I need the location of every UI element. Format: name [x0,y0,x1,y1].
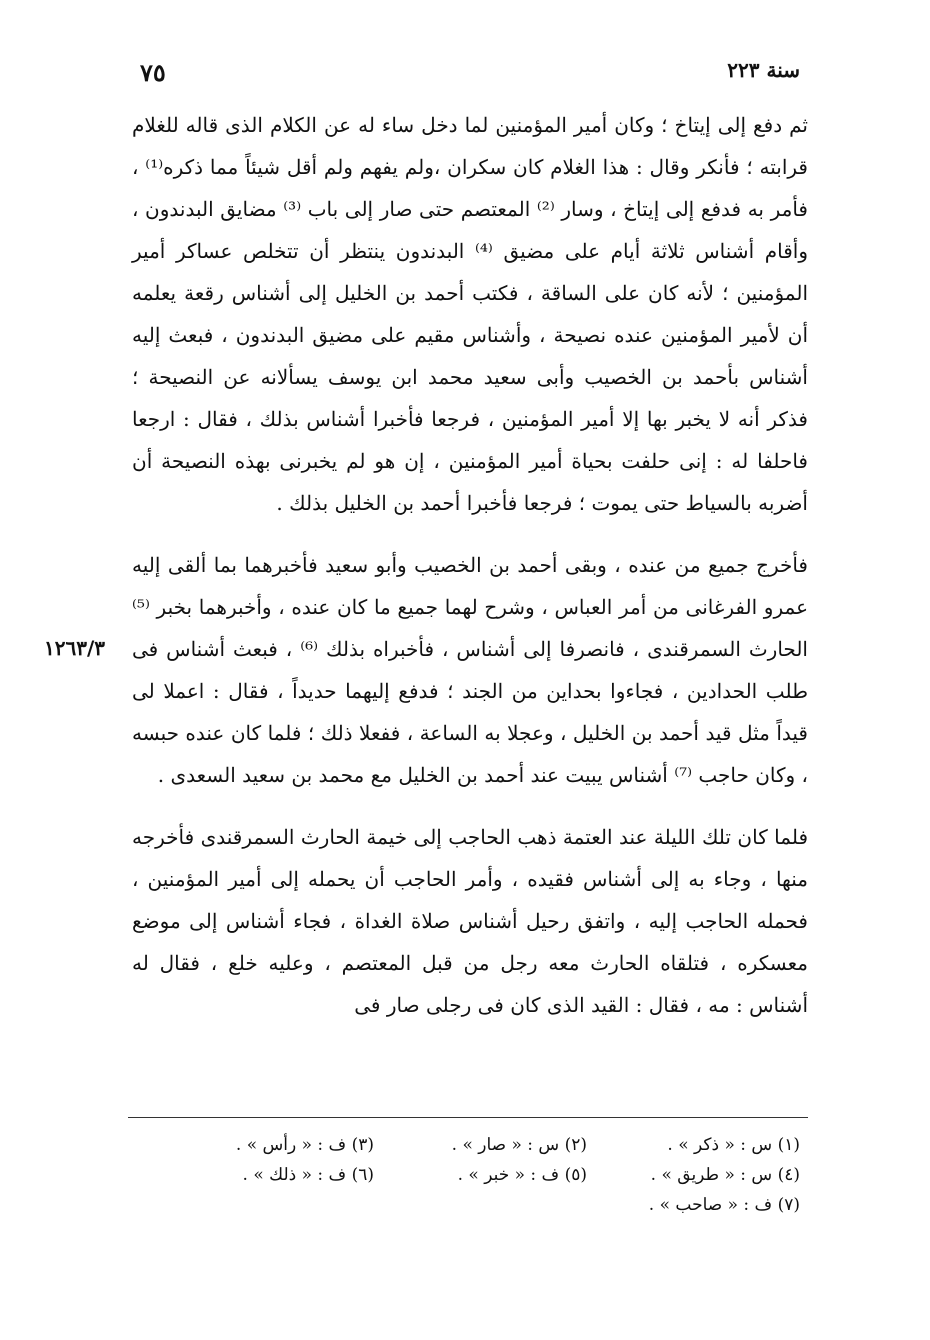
footnote-divider [128,1117,808,1118]
footnote-row [160,1160,800,1190]
footnote-5: (٥) ف : « خبر » . [457,1165,587,1185]
footnote-row [160,1130,800,1160]
margin-reference: ١٢٦٣/٣ [44,636,106,660]
footnote-7: (٧) ف : « صاحب » . [648,1195,800,1215]
main-text [132,104,808,1026]
footnote-4: (٤) س : « طريق » . [650,1165,800,1185]
footnote-row [160,1190,800,1220]
footnote-3: (٣) ف : « رأس » . [235,1135,374,1155]
footnote-1: (١) س : « ذكر » . [667,1135,800,1155]
footnote-2: (٢) س : « صار » . [451,1135,587,1155]
paragraph-2: فأخرج جميع من عنده ، وبقى أحمد بن الخصيب وأبو سعيد فأخبرهما بما ألقى إليه عمرو الفرغانى من أمر العباس ، وشرح لهما جميع ما كان عنده ، وأخبرهما بخبر ⁽⁵⁾ الحارث السمرقندى ، فانصرفا إلى أشناس ، فأخبراه بذلك ⁽⁶⁾ ، فبعث أشناس فى طلب الحدادين ، فجاءوا بحداين من الجند ؛ فدفع إليهما حديداً ، فقال : اعملا لى قيداً مثل قيد أحمد بن الخليل ، وعجلا به الساعة ، ففعلا ذلك ؛ فلما كان عنده حبسه ، وكان حاجب ⁽⁷⁾ أشناس يبيت عند أحمد بن الخليل مع محمد بن سعيد السعدى . [132,553,808,787]
paragraph-1: ثم دفع إلى إيتاخ ؛ وكان أمير المؤمنين لما دخل ساء له عن الكلام الذى قاله للغلام قرابته ؛ فأنكر وقال : هذا الغلام كان سكران ،ولم يفهم ولم أقل شيئاً مما ذكره⁽¹⁾ ، فأمر به فدفع إلى إيتاخ ، وسار ⁽²⁾ المعتصم حتى صار إلى باب ⁽³⁾ مضايق البدندون ، وأقام أشناس ثلاثة أيام على مضيق ⁽⁴⁾ البدندون ينتظر أن تتخلص عساكر أمير المؤمنين ؛ لأنه كان على الساقة ، فكتب أحمد بن الخليل إلى أشناس رقعة يعلمه أن لأمير المؤمنين عنده نصيحة ، وأشناس مقيم على مضيق البدندون ، فبعث إليه أشناس بأحمد بن الخصيب وأبى سعيد محمد ابن يوسف يسألانه عن النصيحة ؛ فذكر أنه لا يخبر بها إلا أمير المؤمنين ، فرجعا فأخبرا أشناس بذلك ، فقال : ارجعا فاحلفا له : إنى حلفت بحياة أمير المؤمنين ، إن هو لم يخبرنى بهذه النصيحة أن أضربه بالسياط حتى يموت ؛ فرجعا فأخبرا أحمد بن الخليل بذلك . [132,113,808,515]
footnote-6: (٦) ف : « ذلك » . [242,1165,374,1185]
paragraph-3: فلما كان تلك الليلة عند العتمة ذهب الحاجب إلى خيمة الحارث السمرقندى فأخرجه منها ، وجاء به إلى أشناس فقيده ، وأمر الحاجب أن يحمله إلى أمير المؤمنين ، فحمله الحاجب إليه ، واتفق رحيل أشناس صلاة الغداة ، فجاء أشناس إلى موضع معسكره ، فتلقاه الحارث معه رجل من قبل المعتصم ، وعليه خلع ، فقال له أشناس : مه ، فقال : القيد الذى كان فى رجلى صار فى [132,825,808,1017]
running-head: سنة ٢٢٣ [727,58,800,82]
page-number: ٧٥ [140,58,166,87]
page-header [140,58,800,92]
footnotes [160,1130,800,1220]
